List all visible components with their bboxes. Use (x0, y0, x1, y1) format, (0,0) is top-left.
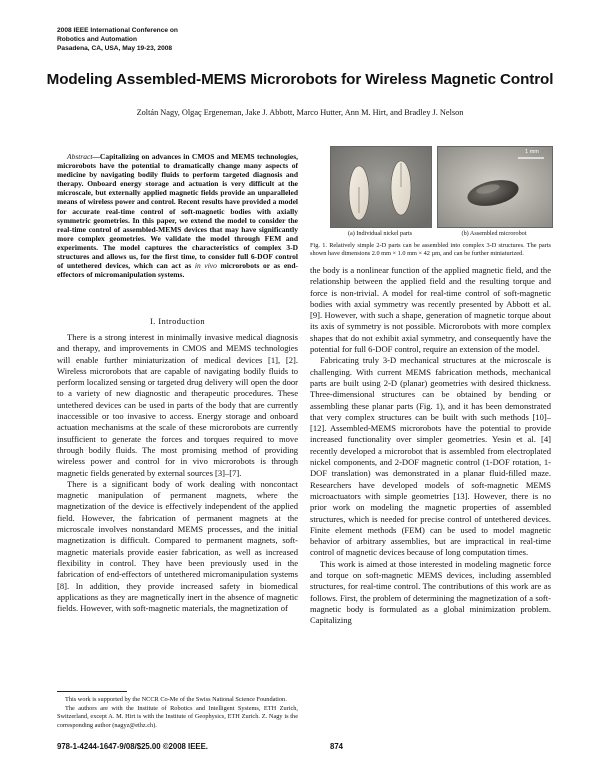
conference-line-1: 2008 IEEE International Conference on (57, 27, 178, 34)
intro-paragraph-2: There is a significant body of work dealing with noncontact magnetic manipulation of permanent magnets, where the magnetization of the device is effectively independent of the applied field. However, the fabrication of permanent magnets at the microscale involves nonstandard MEMS processes, and the initial magnetization is difficult. Compared to permanent magnets, soft-magnetic materials provide easier fabrication, as well as increased flexibility in control. They have been previously used in the fabrication of end-effectors of untethered micromanipulation systems [8]. In addition, they provide increased safety in biomedical applications as they are magnetically inert in the absence of magnetic fields. However, with soft-magnetic materials, the magnetization of (57, 478, 298, 614)
scale-label: 1 mm (525, 149, 539, 155)
abstract-label: Abstract (67, 152, 93, 161)
figure-image-assembled-microrobot (437, 146, 553, 228)
paper-title: Modeling Assembled-MEMS Microrobots for Wireless Magnetic Control (46, 71, 554, 88)
footnote-affiliation: The authors are with the Institute of Robotics and Intelligent Systems, ETH Zurich, Switzerland, except A. M. Hirt is with the Institute of Geophysics, ETH Zurich. Z. Nagy is the corresponding author (nagyz@ethz.ch). (57, 705, 298, 729)
section-heading-introduction: I. Introduction (149, 316, 206, 326)
intro-paragraph-1: There is a strong interest in minimally invasive medical diagnosis and therapy, and improvements in CMOS and MEMS technologies will enable further miniaturization of medical devices [1], [2]. Wireless microrobots that are capable of navigating bodily fluids to perform localized sensing or targeted drug delivery will open the door to a variety of new diagnostic and therapeutic procedures. These untethered devices can be used in parts of the body that are currently inaccessible or too invasive to access. Energy storage and onboard actuation mechanisms at the scale of these microrobots are currently insufficient to generate the forces and torques required to move through bodily fluids. The most promising method of providing wireless power and control for in vivo microrobots is through magnetic fields generated by external sources [3]–[7]. (57, 332, 298, 478)
author-list: Zoltán Nagy, Olgaç Ergeneman, Jake J. Abbott, Marco Hutter, Ann M. Hirt, and Bradley J. Nelson (136, 108, 464, 117)
figure-image-nickel-parts (330, 146, 432, 228)
right-paragraph-3: This work is aimed at those interested in modeling magnetic force and torque on soft-magnetic MEMS devices, including assembled structures, for real-time control. The contributions of this work are as follows. First, the problem of determining the magnetization of a soft-magnetic body is formulated as a global minimization problem. Capitalizing (310, 558, 551, 626)
footnote-funding: This work is supported by the NCCR Co-Me of the Swiss National Science Foundation. (65, 696, 287, 703)
figure-caption: Fig. 1. Relatively simple 2-D parts can be assembled into complex 3-D structures. The parts shown have dimensions 2.0 mm × 1.0 mm × 42 µm, and can be further miniaturized. (310, 242, 551, 258)
abstract (57, 152, 298, 279)
right-paragraph-1: the body is a nonlinear function of the applied magnetic field, and the relationship between the applied field and the resulting torque and force is non-trivial. A model for real-time control of soft-magnetic bodies with axial symmetry was recently presented by Abbott et al. [9]. However, with such a shape, generation of magnetic torque about its axis of symmetry is not possible. Microrobots with more complex shapes that do not exhibit axial symmetry, and consequently have the potential for full 6-DOF control, require an extension of the model. (310, 265, 551, 355)
assembled-microrobot-photo (438, 147, 552, 227)
abstract-text-end: microrobots or as end-effectors of micromanipulation systems. (57, 261, 299, 280)
page-number: 874 (330, 742, 344, 751)
right-column-body (310, 265, 551, 627)
abstract-italic: in vivo (194, 261, 217, 271)
conference-line-3: Pasadena, CA, USA, May 19-23, 2008 (57, 45, 173, 52)
footnotes (57, 696, 298, 731)
figure-caption-a: (a) Individual nickel parts (347, 230, 413, 237)
conference-header (57, 26, 257, 53)
abstract-text: —Capitalizing on advances in CMOS and MEMS technologies, microrobots have the potential to dramatically change many aspects of medicine by navigating bodily fluids to perform targeted diagnosis and therapy. Onboard energy storage and actuation is very difficult at the microscale, but externally applied magnetic fields provide an unparalleled means of wireless power and control. Recent results have provided a model for accurate real-time control of soft-magnetic bodies with axially symmetric geometries. In this paper, we extend the model to consider the real-time control of assembled-MEMS devices that may have significantly more complex geometries. We validate the model through FEM and experiments. The model captures the characteristics of complex 3-D structures and allows us, for the first time, to consider full 6-DOF control of untethered devices, which can act as (57, 152, 298, 271)
right-paragraph-2: Fabricating truly 3-D mechanical structures at the microscale is challenging. With current MEMS fabrication methods, mechanical parts are built using 2-D (planar) geometries with desired thickness. Three-dimensional structures can be obtained by bending or assembling these planar parts (Fig. 1), and it has been demonstrated that very complex structures can be built with such methods [10]–[12]. Assembled-MEMS microrobots have the potential to provide increased functionality over simpler geometries. Yesin et al. [4] recently developed a microrobot that is assembled from electroplated nickel components, and 2-DOF magnetic control (1-DOF rotation, 1-DOF translation) was demonstrated in a planar fluid-filled maze. Researchers have developed models of soft-magnetic MEMS microactuators with simple geometries [13]. However, there is no prior work on modeling the magnetic properties of assembled structures, which is needed for precise control of untethered devices. Finite element methods (FEM) can be used to model magnetic behavior of arbitrary assemblies, but are impractical in real-time control of magnetic devices because of long computation times. (310, 355, 551, 558)
conference-line-2: Robotics and Automation (57, 36, 137, 43)
figure-caption-b: (b) Assembled microrobot (461, 230, 527, 237)
footer-isbn: 978-1-4244-1647-9/08/$25.00 ©2008 IEEE. (57, 742, 208, 751)
left-column-body (57, 332, 298, 614)
nickel-parts-photo (331, 147, 431, 227)
footnote-divider (57, 691, 127, 692)
